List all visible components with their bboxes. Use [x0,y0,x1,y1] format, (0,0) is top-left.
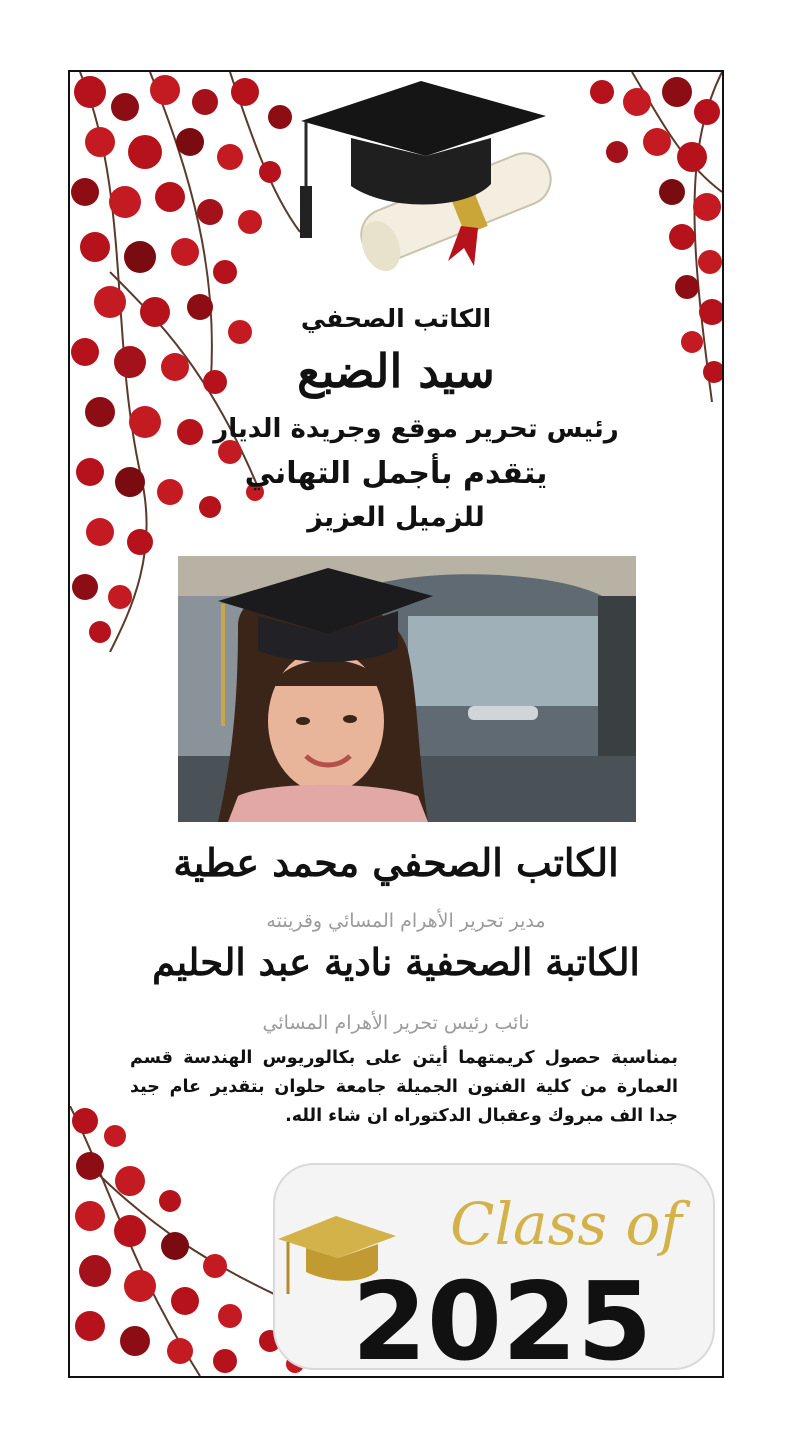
mother-role: نائب رئيس تحرير الأهرام المسائي [262,1012,530,1034]
sender-title: الكاتب الصحفي [300,304,492,333]
mother-name: الكاتبة الصحفية نادية عبد الحليم [152,940,640,984]
greeting-card [68,70,724,1378]
graduate-photo [178,556,636,822]
class-of-script: Class of [450,1190,682,1258]
graduation-cap-icon [296,76,556,280]
sender-name: سيد الضبع [297,344,495,398]
greeting-line: يتقدم بأجمل التهاني [244,456,548,491]
father-name: الكاتب الصحفي محمد عطية [173,840,619,885]
class-year: 2025 [351,1260,653,1376]
sender-role: رئيس تحرير موقع وجريدة الديار [213,414,619,444]
class-of-2025-badge [266,1154,722,1376]
dear-colleague-line: للزميل العزيز [307,502,485,533]
father-role: مدير تحرير الأهرام المسائي وقرينته [266,910,546,932]
congratulation-message: بمناسبة حصول كريمتهما أيتن على بكالوريوس الهندسة قسم العمارة من كلية الفنون الجميلة جامعة حلوان بتقدير عام جيد جدا الف مبروك وعقبال الدكتوراه ان شاء الله. [130,1048,678,1126]
